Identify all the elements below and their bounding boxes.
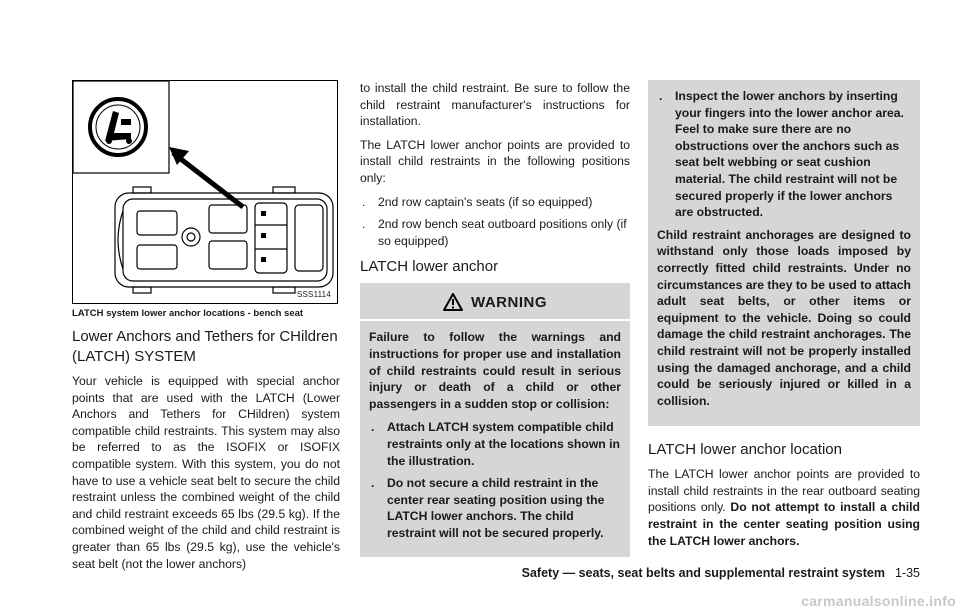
column-middle xyxy=(360,80,630,557)
warning-intro: Failure to follow the warnings and instructions for proper use and installation of child restraints could result in serious injury or death of a child or other passengers in a sudden stop or collision: xyxy=(369,330,621,411)
list-item: . 2nd row bench seat outboard positions only (if so equipped) xyxy=(362,217,627,248)
footer-section-title: Safety — seats, seat belts and supplemental restraint system xyxy=(521,566,885,580)
warning-list xyxy=(369,419,621,541)
warning-anchorage-paragraph: Child restraint anchorages are designed to withstand only those loads imposed by correctly fitted child restraints. Under no circumstances are they to be used to attach adult seat belts, or other items or equipment to the vehicle. Doing so could damage the child restraint anchorages. The child restraint will not be properly installed using the damaged anchorage, and a child could be seriously injured or killed in a collision. xyxy=(657,227,911,408)
section-heading-lower-anchor: LATCH lower anchor xyxy=(360,258,499,276)
anchor-location-paragraph: The LATCH lower anchor points are provided to install child restraints in the rear outboard seating positions only. Do not attempt to install a child restraint in the center seating position using the LATCH lower anchors. xyxy=(648,467,920,548)
section-heading-anchor-location: LATCH lower anchor location xyxy=(648,441,842,459)
latch-diagram-illustration xyxy=(73,81,337,303)
warning-triangle-icon xyxy=(443,293,463,311)
list-item: . Do not secure a child restraint in the center rear seating position using the LATCH lower anchors. The child restraint will not be secured properly. xyxy=(371,476,605,540)
section-heading-latch-system: Lower Anchors and Tethers for CHildren (LATCH) SYSTEM xyxy=(72,328,338,365)
warning-header xyxy=(360,283,630,321)
latch-diagram-figure xyxy=(72,80,338,304)
warning-box-continued xyxy=(648,80,920,426)
intro-paragraph: Your vehicle is equipped with special anchor points that are used with the LATCH (Lower Anchors and Tethers for CHildren) system compatible child restraints. This system may also be referred to as the ISOFIX or ISOFIX compatible system. With this system, you do not have to use a vehicle seat belt to secure the child restraint unless the combined weight of the child and child restraint exceeds 65 lbs (29.5 kg). If the combined weight of the child and child restraint is greater than 65 lbs (29.5 kg), use the vehicle's seat belt (not the lower anchors) xyxy=(72,374,340,571)
warning-box xyxy=(360,321,630,557)
child-seat-anchor-icon xyxy=(90,99,146,155)
list-item: . Attach LATCH system compatible child restraints only at the locations shown in the illustration. xyxy=(371,420,620,468)
vehicle-top-view xyxy=(115,187,333,293)
anchor-markers xyxy=(261,211,266,262)
install-paragraph: to install the child restraint. Be sure to follow the child restraint manufacturer's instructions for installation. xyxy=(360,81,630,129)
page-number: 1-35 xyxy=(894,566,920,580)
list-item: . Inspect the lower anchors by inserting your fingers into the lower anchor area. Feel to make sure there are no obstructions over the anchors such as seat belt webbing or seat cushion material. The child restraint will not be secured properly if the lower anchors are obstructed. xyxy=(659,89,904,220)
warning-label: WARNING xyxy=(471,293,547,311)
watermark-text: carmanualsonline.info xyxy=(801,593,956,609)
column-left xyxy=(72,80,340,579)
figure-id: SSS1114 xyxy=(296,290,331,299)
warning-list-continued xyxy=(657,88,911,221)
figure-caption: LATCH system lower anchor locations - bench seat xyxy=(72,308,304,319)
page-footer xyxy=(522,566,920,580)
column-right xyxy=(648,80,920,556)
list-item: . 2nd row captain's seats (if so equipped) xyxy=(362,194,593,209)
positions-list xyxy=(360,194,630,250)
positions-paragraph: The LATCH lower anchor points are provided to install child restraints in the following positions only: xyxy=(360,137,630,185)
